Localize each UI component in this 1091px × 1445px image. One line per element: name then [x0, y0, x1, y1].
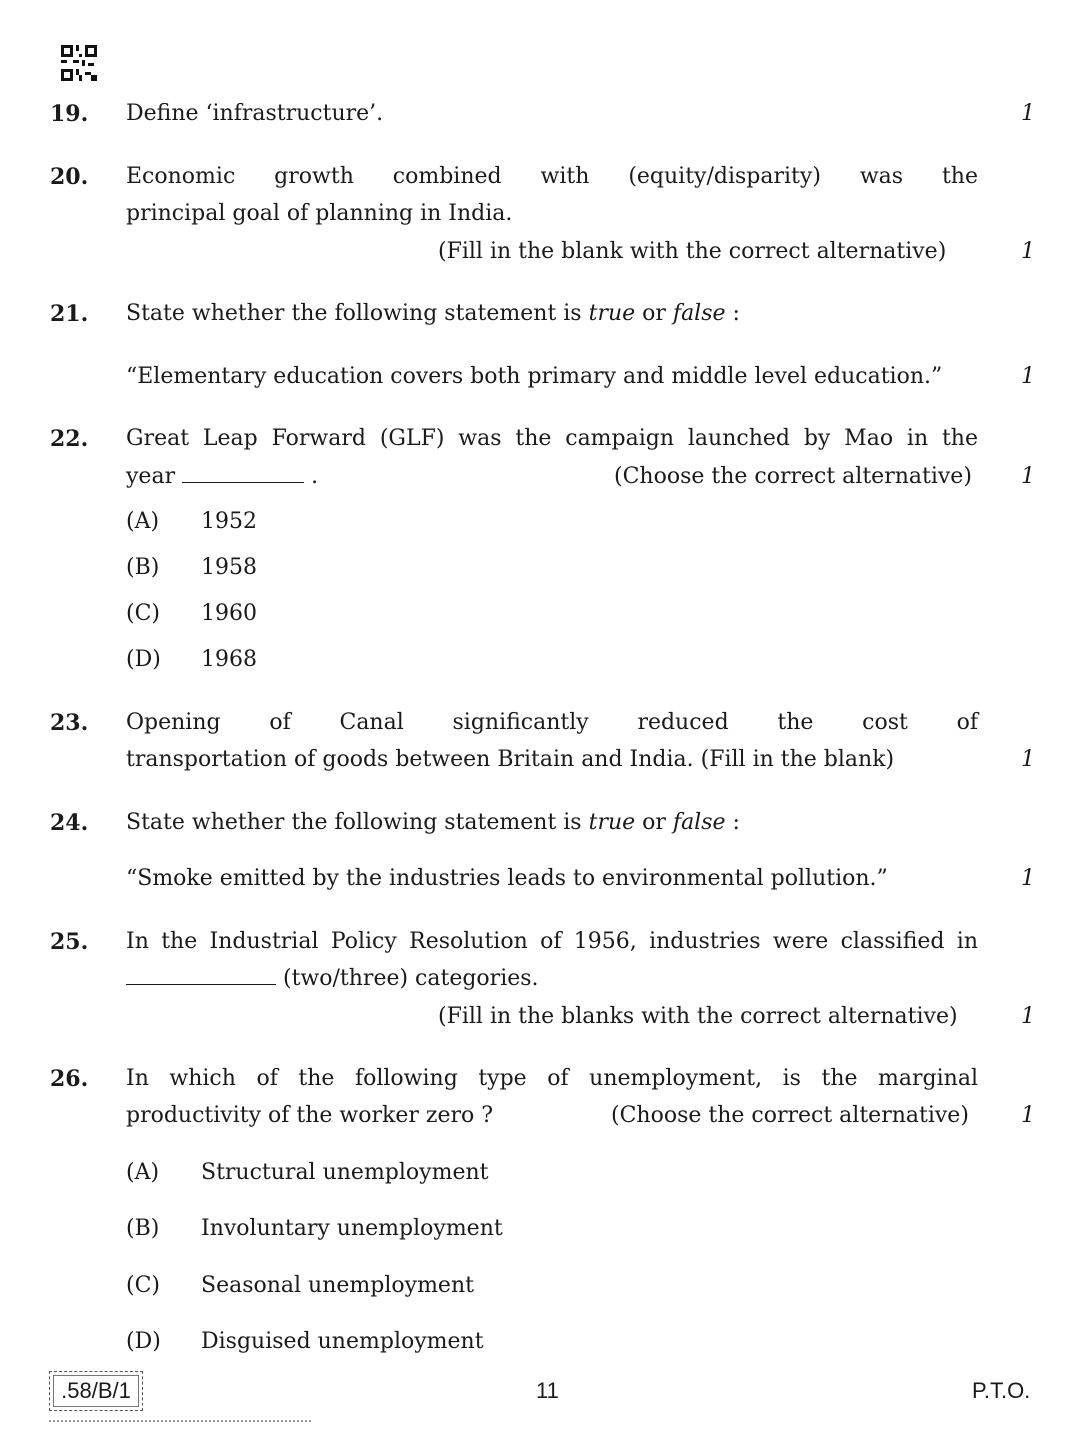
- option-label: (B): [126, 555, 160, 580]
- question-text-line: Great Leap Forward (GLF) was the campaign launched by Mao in the: [126, 426, 978, 451]
- question-text-segment: or: [642, 301, 666, 326]
- question-text-segment: Economic growth combined with: [126, 164, 590, 189]
- question-prompt: [126, 301, 740, 326]
- question-text-line: [126, 164, 978, 189]
- question-marks: 1: [1021, 1004, 1035, 1029]
- qr-code-icon: [61, 45, 97, 81]
- option-text: Involuntary unemployment: [201, 1216, 503, 1241]
- question-instruction: (Fill in the blanks with the correct alternative): [438, 1004, 958, 1029]
- question-number: 19.: [50, 101, 89, 127]
- true-word: true: [588, 301, 636, 326]
- question-text-line: [126, 966, 539, 991]
- question-text-segment: :: [732, 810, 740, 835]
- question-number: 26.: [50, 1066, 89, 1092]
- option-label: (C): [126, 601, 160, 626]
- false-word: false: [672, 301, 726, 326]
- question-marks: 1: [1021, 464, 1035, 489]
- pto-label: P.T.O.: [972, 1378, 1031, 1403]
- question-text-line: [126, 464, 318, 489]
- question-text-line: In the Industrial Policy Resolution of 1956, industries were classified in: [126, 929, 978, 954]
- question-number: 23.: [50, 710, 89, 736]
- option-label: (A): [126, 509, 160, 534]
- question-number: 21.: [50, 301, 89, 327]
- question-text-segment: or: [642, 810, 666, 835]
- question-text-segment: :: [732, 301, 740, 326]
- question-instruction: (Fill in the blank with the correct alternative): [438, 239, 947, 264]
- question-marks: 1: [1021, 747, 1035, 772]
- question-statement: “Smoke emitted by the industries leads to environmental pollution.”: [126, 866, 888, 891]
- question-marks: 1: [1021, 1103, 1035, 1128]
- question-marks: 1: [1021, 101, 1035, 126]
- option-text: 1960: [201, 601, 257, 626]
- true-word: true: [588, 810, 636, 835]
- question-text-line: [126, 710, 978, 735]
- question-marks: 1: [1021, 364, 1035, 389]
- question-instruction: (Choose the correct alternative): [614, 464, 972, 489]
- fill-blank: [182, 464, 304, 483]
- question-number: 22.: [50, 426, 89, 452]
- option-text: 1952: [201, 509, 257, 534]
- page-number: 11: [536, 1378, 559, 1403]
- option-label: (D): [126, 647, 161, 672]
- option-label: (D): [126, 1329, 161, 1354]
- question-text-line: productivity of the worker zero ?: [126, 1103, 494, 1128]
- question-text-segment: year: [126, 464, 176, 489]
- paper-code-box: [49, 1371, 143, 1411]
- question-instruction: (Choose the correct alternative): [611, 1103, 969, 1128]
- question-number: 20.: [50, 164, 89, 190]
- question-text-segment: Canal significantly reduced the cost of: [339, 710, 978, 735]
- option-label: (A): [126, 1160, 160, 1185]
- option-label: (C): [126, 1273, 160, 1298]
- question-text-segment: State whether the following statement is: [126, 810, 582, 835]
- footer-divider: [49, 1420, 311, 1422]
- option-text: 1968: [201, 647, 257, 672]
- question-text-segment: (two/three) categories.: [283, 966, 539, 991]
- question-statement: “Elementary education covers both primary and middle level education.”: [126, 364, 943, 389]
- question-prompt: [126, 810, 740, 835]
- option-text: Disguised unemployment: [201, 1329, 484, 1354]
- question-text-segment: State whether the following statement is: [126, 301, 582, 326]
- fill-blank: [126, 966, 276, 985]
- option-label: (B): [126, 1216, 160, 1241]
- option-text: Structural unemployment: [201, 1160, 489, 1185]
- question-text: Define ‘infrastructure’.: [126, 101, 384, 126]
- question-marks: 1: [1021, 866, 1035, 891]
- question-text-segment: Opening of: [126, 710, 291, 735]
- question-text-line: In which of the following type of unemployment, is the marginal: [126, 1066, 978, 1091]
- question-text-line: principal goal of planning in India.: [126, 201, 513, 226]
- option-text: 1958: [201, 555, 257, 580]
- option-text: Seasonal unemployment: [201, 1273, 474, 1298]
- question-number: 24.: [50, 810, 89, 836]
- question-number: 25.: [50, 929, 89, 955]
- question-text-segment: .: [311, 464, 319, 489]
- paper-code: .58/B/1: [53, 1375, 139, 1407]
- question-text-segment: (equity/disparity) was the: [628, 164, 978, 189]
- question-marks: 1: [1021, 239, 1035, 264]
- false-word: false: [672, 810, 726, 835]
- question-text-line: transportation of goods between Britain and India. (Fill in the blank): [126, 747, 895, 772]
